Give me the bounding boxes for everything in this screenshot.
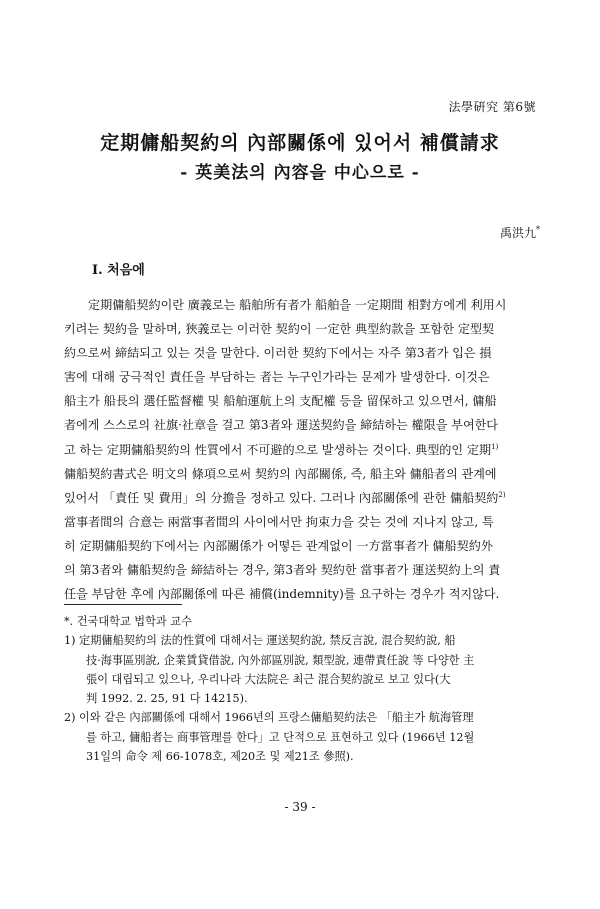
footnote-text: 定期傭船契約의 法的性質에 대해서는 運送契約說, 禁反言說, 混合契約說, 船 bbox=[79, 634, 456, 648]
body-line: 定期傭船契約이란 廣義로는 船舶所有者가 船舶을 一定期間 相對方에게 利用시 bbox=[88, 298, 507, 312]
body-line: 의 第3者와 傭船契約을 締結하는 경우, 第3者와 契約한 當事者가 運送契約上의 責 bbox=[64, 563, 501, 578]
footnote-text: 張이 대립되고 있으나, 우리나라 大法院은 최근 混合契約說로 보고 있다(大 bbox=[86, 672, 451, 686]
author-name: 禹洪九 bbox=[499, 226, 536, 240]
body-line: 約으로써 締結되고 있는 것을 말한다. 이러한 契約下에서는 자주 第3者가 입은 損 bbox=[64, 346, 492, 361]
journal-header: 法學硏究 第6號 bbox=[448, 100, 536, 114]
body-line: 船主가 船長의 選任監督權 및 船舶運航上의 支配權 등을 留保하고 있으면서, 傭船 bbox=[64, 394, 497, 409]
body-line: 傭船契約書式은 明文의 條項으로써 契約의 內部關係, 즉, 船主와 傭船者의 관계에 bbox=[64, 466, 497, 481]
footnote-divider bbox=[64, 604, 182, 605]
body-line-text: 있어서 「責任 및 費用」의 分擔을 정하고 있다. 그러나 內部關係에 관한 傭船契約 bbox=[64, 490, 499, 505]
footnote-text: 이와 같은 內部關係에 대해서 1966년의 프랑스傭船契約法은 「船主가 航海管理 bbox=[79, 711, 474, 725]
footnote-text: 를 하고, 傭船者는 商事管理를 한다」고 단적으로 표현하고 있다 (1966년 12월 bbox=[86, 730, 475, 744]
footnote-marker: *. bbox=[64, 615, 74, 628]
footnote-text: 31일의 命令 제 66-1078호, 제20조 및 제21조 參照). bbox=[86, 750, 354, 764]
body-line: 히 定期傭船契約下에서는 內部關係가 어떻든 관계없이 一方當事者가 傭船契約外 bbox=[64, 538, 493, 553]
paper-subtitle: - 英美法의 內容을 中心으로 - bbox=[180, 163, 420, 183]
body-line: 者에게 스스로의 社旗·社章을 걸고 第3者와 運送契約을 締結하는 權限을 부여한다 bbox=[64, 418, 498, 433]
body-line: 키려는 契約을 말하며, 狹義로는 이러한 契約이 一定한 典型約款을 포함한 定型契 bbox=[64, 322, 495, 337]
footnote-marker: 1) bbox=[64, 634, 76, 648]
footnote-text: 判 1992. 2. 25, 91 다 14215). bbox=[86, 692, 248, 706]
footnote-1 bbox=[64, 631, 542, 650]
page-number: - 39 - bbox=[284, 800, 316, 814]
section-heading: Ⅰ. 처음에 bbox=[92, 263, 145, 278]
footnote-marker: 2) bbox=[64, 711, 76, 725]
footnote-ref: 2) bbox=[498, 490, 506, 499]
footnote-text: 건국대학교 법학과 교수 bbox=[76, 615, 192, 628]
author-line bbox=[500, 224, 540, 241]
paper-title: 定期傭船契約의 內部關係에 있어서 補償請求 bbox=[100, 132, 500, 154]
body-line: 當事者間의 合意는 兩當事者間의 사이에서만 拘束力을 갖는 것에 지나지 않고, 특 bbox=[64, 514, 494, 529]
body-line: 任을 부담한 후에 內部關係에 따른 補償(indemnity)를 요구하는 경우가 적지않다. bbox=[64, 587, 500, 602]
body-line bbox=[64, 438, 538, 462]
body-line: 害에 대해 궁극적인 責任을 부담하는 者는 누구인가라는 문제가 발생한다. 이것은 bbox=[64, 370, 490, 385]
body-line bbox=[64, 486, 538, 510]
footnotes bbox=[64, 612, 542, 766]
body-line-text: 고 하는 定期傭船契約의 性質에서 不可避的으로 발생하는 것이다. 典型的인 定期 bbox=[64, 442, 492, 457]
footnote-text: 技·海事區別說, 企業賃貸借說, 內外部區別說, 類型說, 連帶責任說 等 다양한 主 bbox=[86, 653, 475, 667]
body-paragraph bbox=[64, 293, 538, 606]
footnote-author bbox=[64, 612, 542, 631]
footnote-ref: 1) bbox=[491, 442, 499, 451]
footnote-2 bbox=[64, 708, 542, 727]
author-footnote-mark: * bbox=[536, 225, 540, 234]
